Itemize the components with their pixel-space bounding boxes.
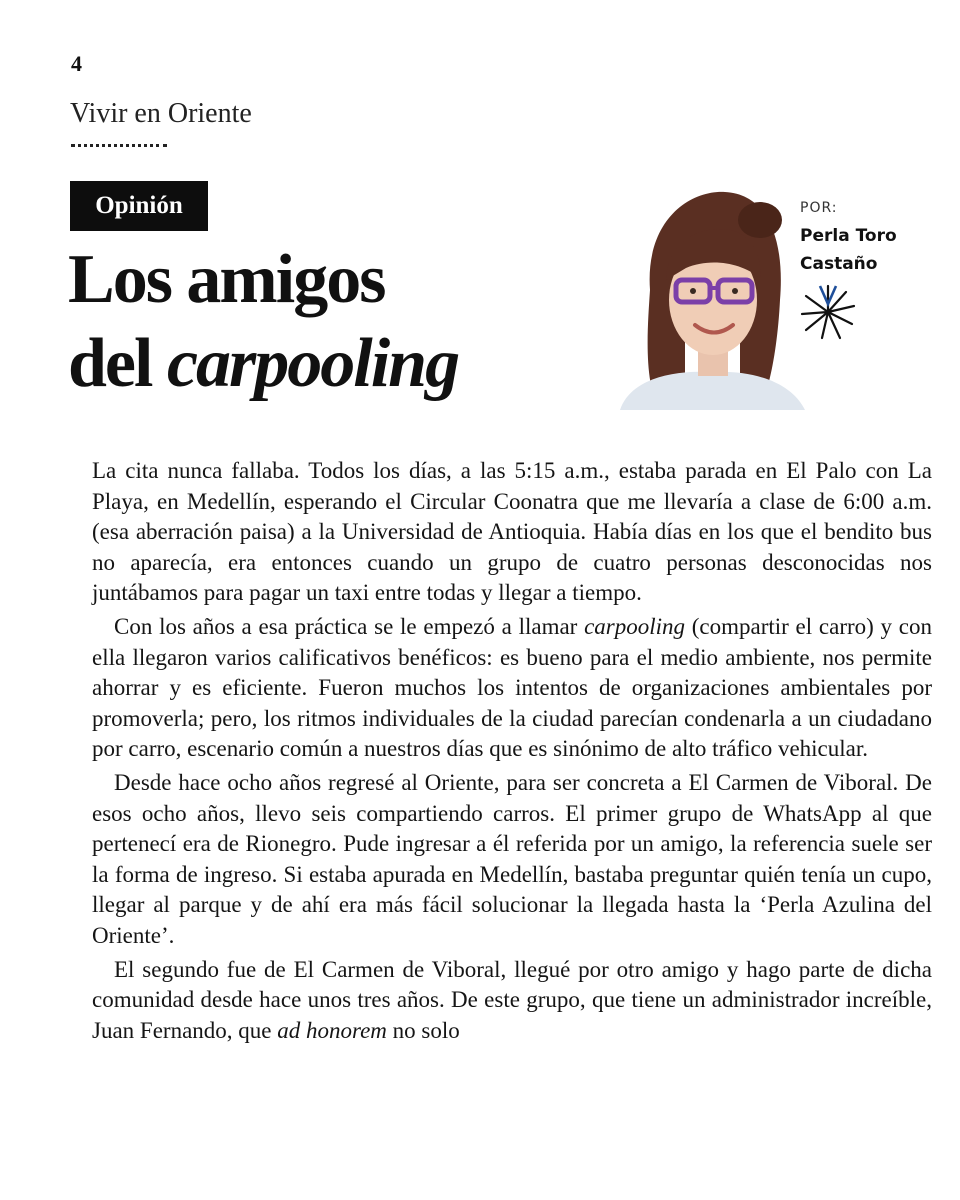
paragraph-2-end: (compartir el carro) y con ella llegaron varios calificativos benéficos: es bueno para el medio ambiente, nos permite ahorrar y es eficiente. Fueron muchos los intentos de organizaciones ambientales por promoverla; pero, los ritmos individuales de la ciudad parecían condenarla a un ciudadano por carro, escenario común a nuestros días que es sinónimo de alto tráfico vehicular.	[92, 613, 932, 762]
headline-line-2-prefix: del	[68, 325, 167, 402]
paragraph-2-italic: carpooling	[584, 613, 686, 639]
author-name-line-1: Perla Toro	[800, 226, 897, 246]
paragraph-4-start: El segundo fue de El Carmen de Viboral, llegué por otro amigo y hago parte de dicha comunidad desde hace unos tres años. De este grupo, que tiene un administrador increíble, Juan Fernando, que	[92, 956, 932, 1043]
page-number: 4	[71, 51, 82, 76]
paragraph-4-end: no solo	[386, 1017, 460, 1043]
article-body	[92, 456, 932, 1049]
byline-label: POR:	[800, 200, 838, 216]
opinion-badge: Opinión	[70, 181, 208, 231]
author-name-line-2: Castaño	[800, 254, 878, 274]
headline-line-2	[68, 322, 588, 406]
paragraph-2	[92, 612, 932, 765]
section-title: Vivir en Oriente	[70, 98, 252, 129]
paragraph-2-start: Con los años a esa práctica se le empezó a llamar	[114, 613, 585, 639]
author-portrait-illustration	[590, 180, 830, 410]
author-portrait	[590, 180, 830, 410]
paragraph-3: Desde hace ocho años regresé al Oriente, para ser concreta a El Carmen de Viboral. De esos ocho años, llevo seis compartiendo carros. El primer grupo de WhatsApp al que pertenecí era de Rionegro. Pude ingresar a él referida por un amigo, la referencia suele ser la forma de ingreso. Si estaba apurada en Medellín, bastaba preguntar quién tenía un cupo, llegar al parque y de ahí era más fácil solucionar la llegada hasta la ‘Perla Azulina del Oriente’.	[92, 769, 932, 948]
starburst-logo-icon	[798, 282, 858, 342]
paragraph-4	[92, 955, 932, 1047]
section-divider	[71, 144, 167, 151]
starburst-logo-graphic	[798, 282, 858, 342]
paragraph-1: La cita nunca fallaba. Todos los días, a las 5:15 a.m., estaba parada en El Palo con La Playa, en Medellín, esperando el Circular Coonatra que me llevaría a clase de 6:00 a.m. (esa aberración paisa) a la Universidad de Antioquia. Había días en los que el bendito bus no aparecía, era entonces cuando un grupo de cuatro personas desconocidas nos juntábamos para pagar un taxi entre todas y llegar a tiempo.	[92, 458, 932, 606]
headline-line-1: Los amigos	[68, 241, 385, 318]
paragraph-4-italic: ad honorem	[277, 1017, 387, 1043]
headline-line-2-italic: carpooling	[166, 325, 459, 402]
headline	[68, 238, 588, 406]
author-name	[800, 222, 940, 278]
